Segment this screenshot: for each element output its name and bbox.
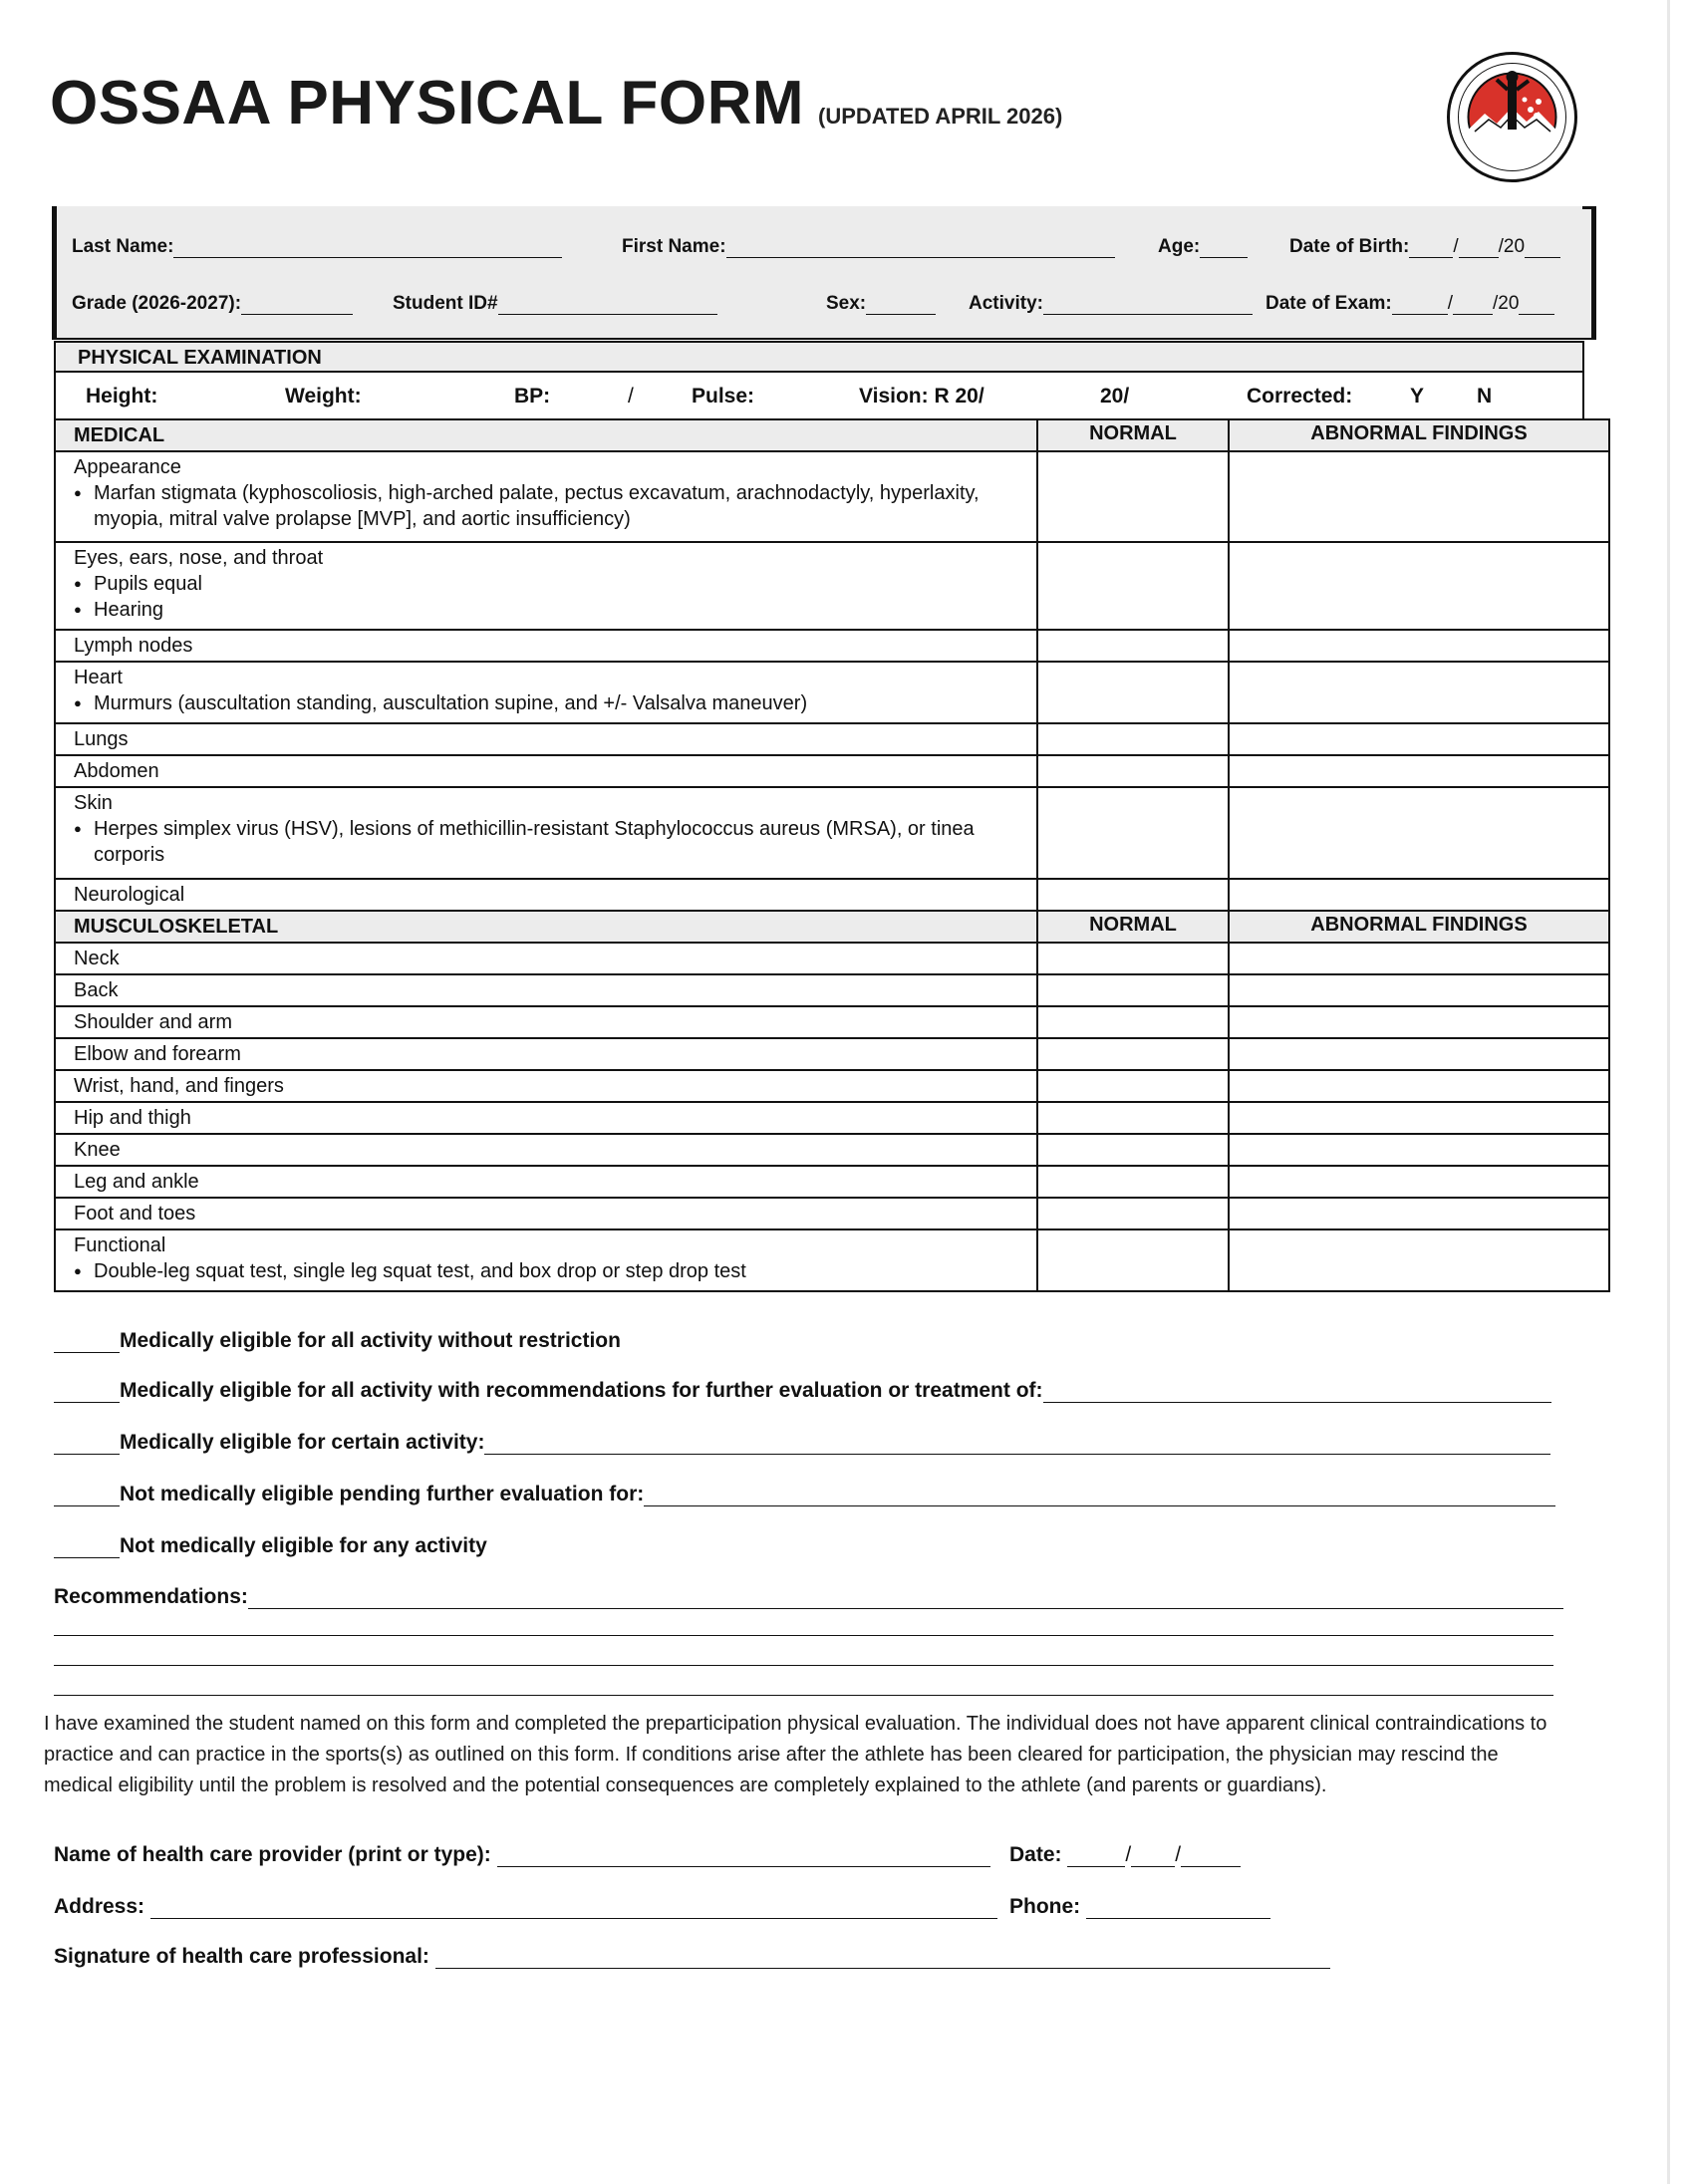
age-field[interactable]: Age: bbox=[1158, 236, 1248, 258]
musculoskeletal-heading-row bbox=[55, 911, 1609, 943]
exam-row bbox=[55, 630, 1609, 662]
exam-item-label bbox=[55, 723, 1037, 755]
musculoskeletal-normal-header: NORMAL bbox=[1037, 911, 1229, 943]
exam-item-name: Appearance bbox=[74, 456, 181, 478]
exam-item-label bbox=[55, 1134, 1037, 1166]
exam-item-name: Lungs bbox=[74, 728, 129, 750]
treatment-input[interactable] bbox=[1043, 1382, 1551, 1403]
exam-row bbox=[55, 755, 1609, 787]
ossaa-seal-logo bbox=[1445, 50, 1579, 184]
medical-normal-header: NORMAL bbox=[1037, 419, 1229, 451]
exam-table bbox=[54, 418, 1610, 1292]
form-title: OSSAA PHYSICAL FORM bbox=[50, 69, 805, 137]
normal-cell[interactable] bbox=[1037, 662, 1229, 723]
abnormal-findings-cell[interactable] bbox=[1229, 879, 1609, 911]
exam-item-label bbox=[55, 879, 1037, 911]
medical-abnormal-header: ABNORMAL FINDINGS bbox=[1229, 419, 1609, 451]
exam-item-name: Foot and toes bbox=[74, 1203, 196, 1225]
exam-row bbox=[55, 1229, 1609, 1291]
exam-row bbox=[55, 451, 1609, 542]
last-name-field[interactable]: Last Name: bbox=[72, 236, 562, 258]
eligibility-option-with-recommendations[interactable]: Medically eligible for all activity with recommendations for further evaluation or treatment of: bbox=[54, 1379, 1551, 1403]
normal-cell[interactable] bbox=[1037, 787, 1229, 879]
normal-cell[interactable] bbox=[1037, 974, 1229, 1006]
activity-field[interactable]: Activity: bbox=[969, 293, 1253, 315]
exam-item-label bbox=[55, 1198, 1037, 1229]
exam-item-name: Neck bbox=[74, 948, 120, 969]
exam-item-name: Functional bbox=[74, 1234, 166, 1256]
exam-row bbox=[55, 1198, 1609, 1229]
recommendations-line[interactable] bbox=[54, 1635, 1553, 1636]
normal-cell[interactable] bbox=[1037, 1038, 1229, 1070]
signature-field[interactable]: Signature of health care professional: bbox=[54, 1945, 1330, 1969]
exam-item-name: Leg and ankle bbox=[74, 1171, 199, 1193]
musculoskeletal-abnormal-header: ABNORMAL FINDINGS bbox=[1229, 911, 1609, 943]
exam-item-label bbox=[55, 755, 1037, 787]
date-of-birth-field[interactable]: Date of Birth: / /20 bbox=[1289, 236, 1560, 258]
eligibility-option-unrestricted[interactable]: Medically eligible for all activity without restriction bbox=[54, 1329, 621, 1353]
corrected-no[interactable]: N bbox=[1477, 385, 1493, 408]
normal-cell[interactable] bbox=[1037, 723, 1229, 755]
checkbox-line[interactable] bbox=[54, 1434, 120, 1455]
exam-item-bullet: ● Double-leg squat test, single leg squat test, and box drop or step drop test bbox=[74, 1258, 1036, 1284]
normal-cell[interactable] bbox=[1037, 1134, 1229, 1166]
bp-field[interactable]: BP: bbox=[514, 385, 551, 408]
vision-right-field[interactable]: Vision: R 20/ bbox=[859, 385, 984, 408]
abnormal-findings-cell[interactable] bbox=[1229, 1198, 1609, 1229]
exam-item-name: Knee bbox=[74, 1139, 121, 1161]
exam-row bbox=[55, 1070, 1609, 1102]
exam-row bbox=[55, 1006, 1609, 1038]
musculoskeletal-heading-header: MUSCULOSKELETAL bbox=[55, 911, 1037, 943]
exam-row bbox=[55, 943, 1609, 974]
exam-item-label bbox=[55, 1229, 1037, 1291]
normal-cell[interactable] bbox=[1037, 1102, 1229, 1134]
recommendations-line[interactable] bbox=[54, 1695, 1553, 1696]
normal-cell[interactable] bbox=[1037, 943, 1229, 974]
form-updated-note: (UPDATED APRIL 2026) bbox=[818, 104, 1063, 129]
abnormal-findings-cell[interactable] bbox=[1229, 755, 1609, 787]
exam-item-bullet: ● Marfan stigmata (kyphoscoliosis, high-arched palate, pectus excavatum, arachnodactyly, hyperlaxity, myopia, mitral valve prolapse [MVP], and aortic insufficiency) bbox=[74, 480, 1036, 532]
exam-item-label bbox=[55, 662, 1037, 723]
weight-field[interactable]: Weight: bbox=[285, 385, 362, 408]
checkbox-line[interactable] bbox=[54, 1382, 120, 1403]
exam-item-name: Shoulder and arm bbox=[74, 1011, 232, 1033]
exam-item-name: Neurological bbox=[74, 884, 185, 906]
student-id-field[interactable]: Student ID# bbox=[393, 293, 717, 315]
medical-heading-row bbox=[55, 419, 1609, 451]
physical-exam-heading-bar bbox=[54, 341, 1584, 373]
exam-item-bullet: ● Hearing bbox=[74, 597, 1036, 623]
sex-field[interactable]: Sex: bbox=[826, 293, 936, 315]
exam-item-name: Heart bbox=[74, 667, 123, 688]
provider-name-field[interactable]: Name of health care provider (print or type): bbox=[54, 1843, 990, 1867]
exam-item-label bbox=[55, 943, 1037, 974]
exam-item-name: Back bbox=[74, 979, 119, 1001]
normal-cell[interactable] bbox=[1037, 630, 1229, 662]
abnormal-findings-cell[interactable] bbox=[1229, 630, 1609, 662]
pending-evaluation-input[interactable] bbox=[644, 1486, 1555, 1506]
exam-row bbox=[55, 542, 1609, 630]
exam-item-name: Hip and thigh bbox=[74, 1107, 191, 1129]
physical-exam-section bbox=[54, 341, 1584, 1292]
normal-cell[interactable] bbox=[1037, 451, 1229, 542]
corrected-yes[interactable]: Y bbox=[1410, 385, 1425, 408]
normal-cell[interactable] bbox=[1037, 542, 1229, 630]
abnormal-findings-cell[interactable] bbox=[1229, 1070, 1609, 1102]
abnormal-findings-cell[interactable] bbox=[1229, 451, 1609, 542]
abnormal-findings-cell[interactable] bbox=[1229, 974, 1609, 1006]
grade-field[interactable]: Grade (2026-2027): bbox=[72, 293, 353, 315]
height-field[interactable]: Height: bbox=[86, 385, 158, 408]
abnormal-findings-cell[interactable] bbox=[1229, 1102, 1609, 1134]
exam-item-label bbox=[55, 1070, 1037, 1102]
exam-item-label bbox=[55, 1166, 1037, 1198]
eligibility-option-certain-activity[interactable]: Medically eligible for certain activity: bbox=[54, 1431, 1550, 1455]
exam-item-name: Skin bbox=[74, 792, 113, 814]
exam-item-name: Abdomen bbox=[74, 760, 159, 782]
normal-cell[interactable] bbox=[1037, 1006, 1229, 1038]
exam-row bbox=[55, 974, 1609, 1006]
abnormal-findings-cell[interactable] bbox=[1229, 1006, 1609, 1038]
abnormal-findings-cell[interactable] bbox=[1229, 1038, 1609, 1070]
abnormal-findings-cell[interactable] bbox=[1229, 723, 1609, 755]
exam-item-name: Elbow and forearm bbox=[74, 1043, 241, 1065]
certain-activity-input[interactable] bbox=[484, 1434, 1550, 1455]
first-name-field[interactable]: First Name: bbox=[622, 236, 1115, 258]
exam-row bbox=[55, 662, 1609, 723]
checkbox-line[interactable] bbox=[54, 1486, 120, 1506]
student-info-box bbox=[52, 206, 1596, 340]
checkbox-line[interactable] bbox=[54, 1332, 120, 1353]
normal-cell[interactable] bbox=[1037, 755, 1229, 787]
exam-item-label bbox=[55, 1102, 1037, 1134]
bp-slash: / bbox=[628, 385, 634, 408]
phone-field[interactable]: Phone: bbox=[1009, 1895, 1270, 1919]
eligibility-option-pending[interactable]: Not medically eligible pending further evaluation for: bbox=[54, 1483, 1555, 1506]
exam-item-name: Wrist, hand, and fingers bbox=[74, 1075, 284, 1097]
pulse-field[interactable]: Pulse: bbox=[692, 385, 755, 408]
exam-row bbox=[55, 879, 1609, 911]
exam-item-bullet: ● Murmurs (auscultation standing, auscultation supine, and +/- Valsalva maneuver) bbox=[74, 690, 1036, 716]
normal-cell[interactable] bbox=[1037, 1229, 1229, 1291]
abnormal-findings-cell[interactable] bbox=[1229, 542, 1609, 630]
exam-row bbox=[55, 1134, 1609, 1166]
corrected-label: Corrected: bbox=[1247, 385, 1353, 408]
abnormal-findings-cell[interactable] bbox=[1229, 787, 1609, 879]
exam-row bbox=[55, 787, 1609, 879]
date-of-exam-field[interactable]: Date of Exam: / /20 bbox=[1265, 293, 1554, 315]
abnormal-findings-cell[interactable] bbox=[1229, 1229, 1609, 1291]
abnormal-findings-cell[interactable] bbox=[1229, 1166, 1609, 1198]
medical-heading-header: MEDICAL bbox=[55, 419, 1037, 451]
address-field[interactable]: Address: bbox=[54, 1895, 997, 1919]
recommendations-line[interactable] bbox=[54, 1665, 1553, 1666]
exam-row bbox=[55, 1038, 1609, 1070]
date-field[interactable]: Date: / / bbox=[1009, 1843, 1241, 1867]
normal-cell[interactable] bbox=[1037, 1166, 1229, 1198]
exam-item-bullet: ● Herpes simplex virus (HSV), lesions of methicillin-resistant Staphylococcus aureus (MRSA), or tinea corporis bbox=[74, 816, 1036, 868]
exam-item-label bbox=[55, 542, 1037, 630]
abnormal-findings-cell[interactable] bbox=[1229, 1134, 1609, 1166]
exam-item-label bbox=[55, 787, 1037, 879]
exam-row bbox=[55, 723, 1609, 755]
eligibility-option-not-eligible[interactable]: Not medically eligible for any activity bbox=[54, 1534, 487, 1558]
normal-cell[interactable] bbox=[1037, 879, 1229, 911]
abnormal-findings-cell[interactable] bbox=[1229, 943, 1609, 974]
exam-item-name: Lymph nodes bbox=[74, 635, 193, 657]
exam-item-label bbox=[55, 1006, 1037, 1038]
exam-item-name: Eyes, ears, nose, and throat bbox=[74, 547, 324, 569]
form-header bbox=[50, 68, 1062, 138]
exam-item-label bbox=[55, 974, 1037, 1006]
recommendations-field[interactable]: Recommendations: bbox=[54, 1585, 1563, 1609]
exam-row bbox=[55, 1102, 1609, 1134]
checkbox-line[interactable] bbox=[54, 1537, 120, 1558]
exam-item-label bbox=[55, 630, 1037, 662]
normal-cell[interactable] bbox=[1037, 1198, 1229, 1229]
abnormal-findings-cell[interactable] bbox=[1229, 662, 1609, 723]
page-edge-shadow bbox=[1667, 0, 1670, 2184]
exam-row bbox=[55, 1166, 1609, 1198]
exam-item-label bbox=[55, 451, 1037, 542]
physician-statement: I have examined the student named on this form and completed the preparticipation physical evaluation. The individual does not have apparent clinical contraindications to practice and can practice in the sports(s) as outlined on this form. If conditions arise after the athlete has been cleared for participation, the physician may rescind the medical eligibility until the problem is resolved and the potential consequences are completely explained to the athlete (and parents or guardians). bbox=[44, 1713, 1547, 1796]
vision-left-field[interactable]: 20/ bbox=[1100, 385, 1130, 408]
physical-exam-heading: PHYSICAL EXAMINATION bbox=[78, 347, 322, 369]
exam-item-bullet: ● Pupils equal bbox=[74, 571, 1036, 597]
normal-cell[interactable] bbox=[1037, 1070, 1229, 1102]
vitals-row bbox=[54, 373, 1584, 418]
exam-item-label bbox=[55, 1038, 1037, 1070]
